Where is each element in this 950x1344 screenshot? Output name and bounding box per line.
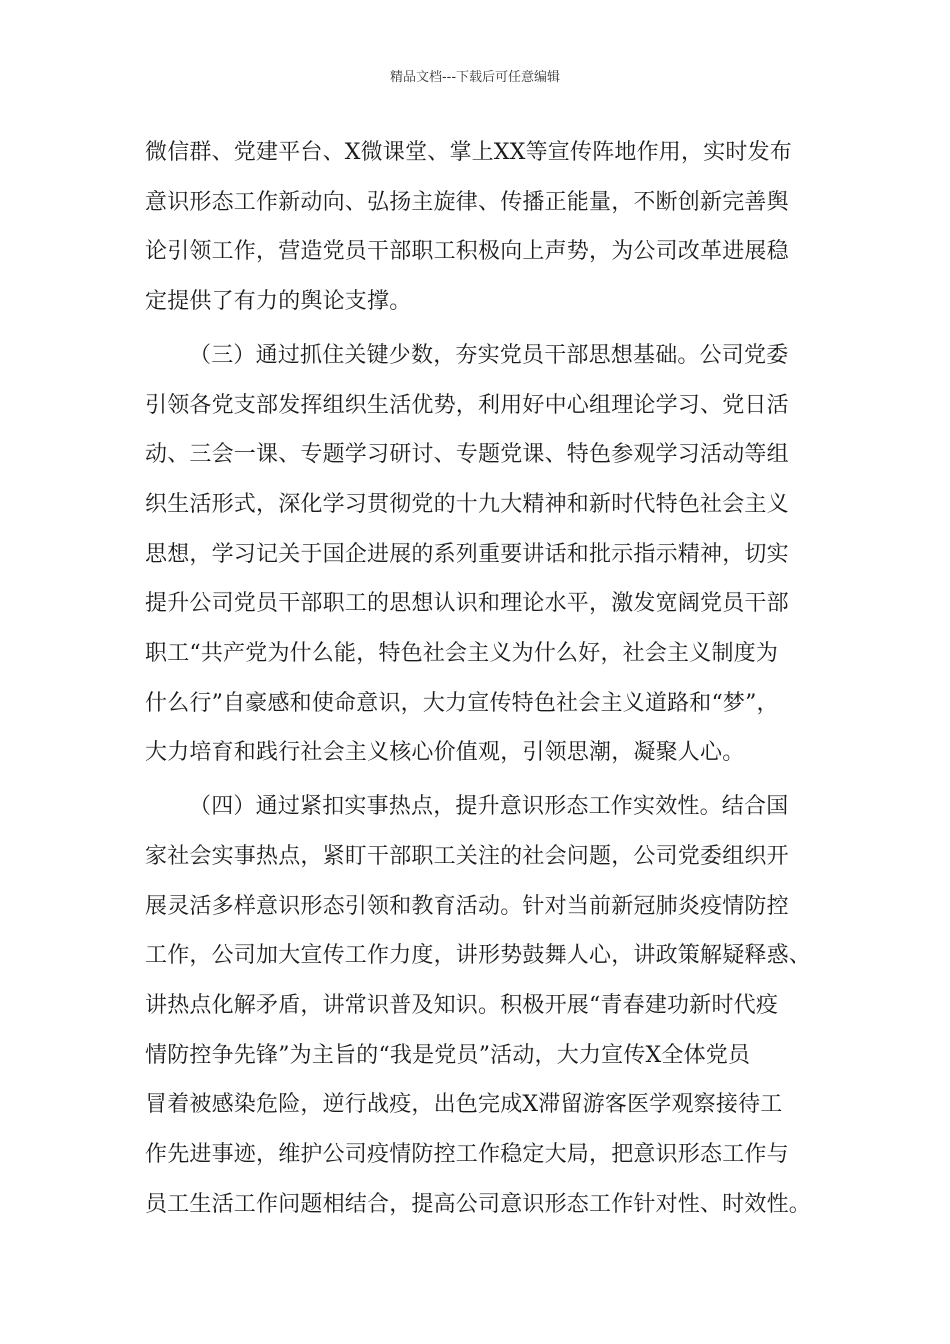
text-line: 动、三会一课、专题学习研讨、专题党课、特色参观学习活动等组 <box>145 442 789 468</box>
text-line: 情防控争先锋”为主旨的“我是党员”活动，大力宣传X全体党员 <box>145 1042 751 1068</box>
text-line: （四）通过紧扣实事热点，提升意识形态工作实效性。结合国 <box>189 794 789 820</box>
text-line: 工作，公司加大宣传工作力度，讲形势鼓舞人心，讲政策解疑释惑、 <box>145 943 812 969</box>
page-header: 精品文档---下载后可任意编辑 <box>389 70 561 85</box>
text-line: 论引领工作，营造党员干部职工积极向上声势，为公司改革进展稳 <box>145 239 789 265</box>
text-line: 大力培育和践行社会主义核心价值观，引领思潮，凝聚人心。 <box>145 740 745 766</box>
document-body <box>145 128 835 1233</box>
text-line: 提升公司党员干部职工的思想认识和理论水平，激发宽阔党员干部 <box>145 591 789 617</box>
text-line: 什么行”自豪感和使命意识，大力宣传特色社会主义道路和“梦”， <box>145 690 779 716</box>
paragraph-2 <box>145 331 835 778</box>
paragraph-3 <box>145 782 835 1229</box>
text-line: 织生活形式，深化学习贯彻党的十九大精神和新时代特色社会主义 <box>145 491 789 517</box>
text-line: 展灵活多样意识形态引领和教育活动。针对当前新冠肺炎疫情防控 <box>145 893 789 919</box>
text-line: 作先进事迹，维护公司疫情防控工作稳定大局，把意识形态工作与 <box>145 1142 789 1168</box>
text-line: 思想，学习记关于国企进展的系列重要讲话和批示指示精神，切实 <box>145 541 789 567</box>
text-line: 讲热点化解矛盾，讲常识普及知识。积极开展“青春建功新时代疫 <box>145 992 779 1018</box>
text-line: 微信群、党建平台、X微课堂、掌上XX等宣传阵地作用，实时发布 <box>145 140 792 165</box>
paragraph-1 <box>145 128 835 327</box>
text-line: 引领各党支部发挥组织生活优势，利用好中心组理论学习、党日活 <box>145 392 789 418</box>
text-line: 意识形态工作新动向、弘扬主旋律、传播正能量，不断创新完善舆 <box>145 189 789 215</box>
text-line: （三）通过抓住关键少数，夯实党员干部思想基础。公司党委 <box>189 342 789 368</box>
text-line: 家社会实事热点，紧盯干部职工关注的社会问题，公司党委组织开 <box>145 843 789 869</box>
text-line: 员工生活工作问题相结合，提高公司意识形态工作针对性、时效性。 <box>145 1191 812 1217</box>
text-line: 职工“共产党为什么能，特色社会主义为什么好，社会主义制度为 <box>145 641 779 667</box>
text-line: 定提供了有力的舆论支撑。 <box>145 289 412 315</box>
text-line: 冒着被感染危险，逆行战疫，出色完成X滞留游客医学观察接待工 <box>145 1092 783 1118</box>
